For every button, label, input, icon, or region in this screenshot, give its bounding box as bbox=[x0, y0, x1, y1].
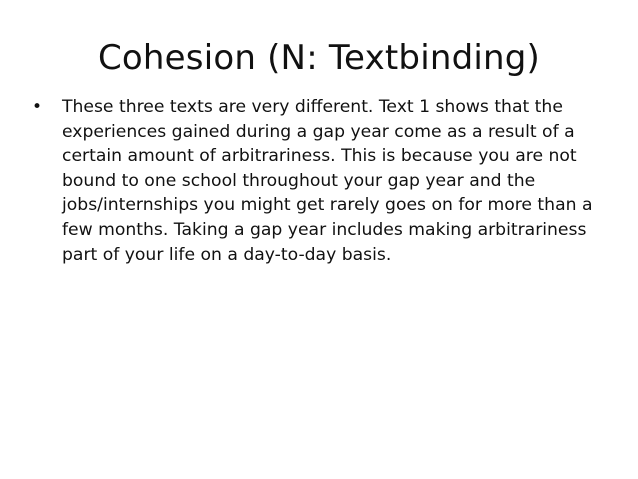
bullet-text-line: certain amount of arbitrariness. This is because you are not bbox=[62, 146, 577, 167]
bullet-text-line: part of your life on a day-to-day basis. bbox=[62, 244, 392, 265]
slide-title: Cohesion (N: Textbinding) bbox=[97, 38, 541, 78]
bullet-item bbox=[32, 95, 616, 267]
bullet-icon: • bbox=[32, 97, 43, 117]
bullet-text-line: few months. Taking a gap year includes making arbitrariness bbox=[62, 219, 587, 240]
bullet-text-line: jobs/internships you might get rarely goes on for more than a bbox=[62, 195, 593, 216]
bullet-list bbox=[32, 95, 616, 267]
bullet-text-line: bound to one school throughout your gap year and the bbox=[62, 170, 536, 191]
bullet-text-line: These three texts are very different. Text 1 shows that the bbox=[62, 97, 563, 117]
bullet-text-line: experiences gained during a gap year come as a result of a bbox=[62, 121, 575, 142]
